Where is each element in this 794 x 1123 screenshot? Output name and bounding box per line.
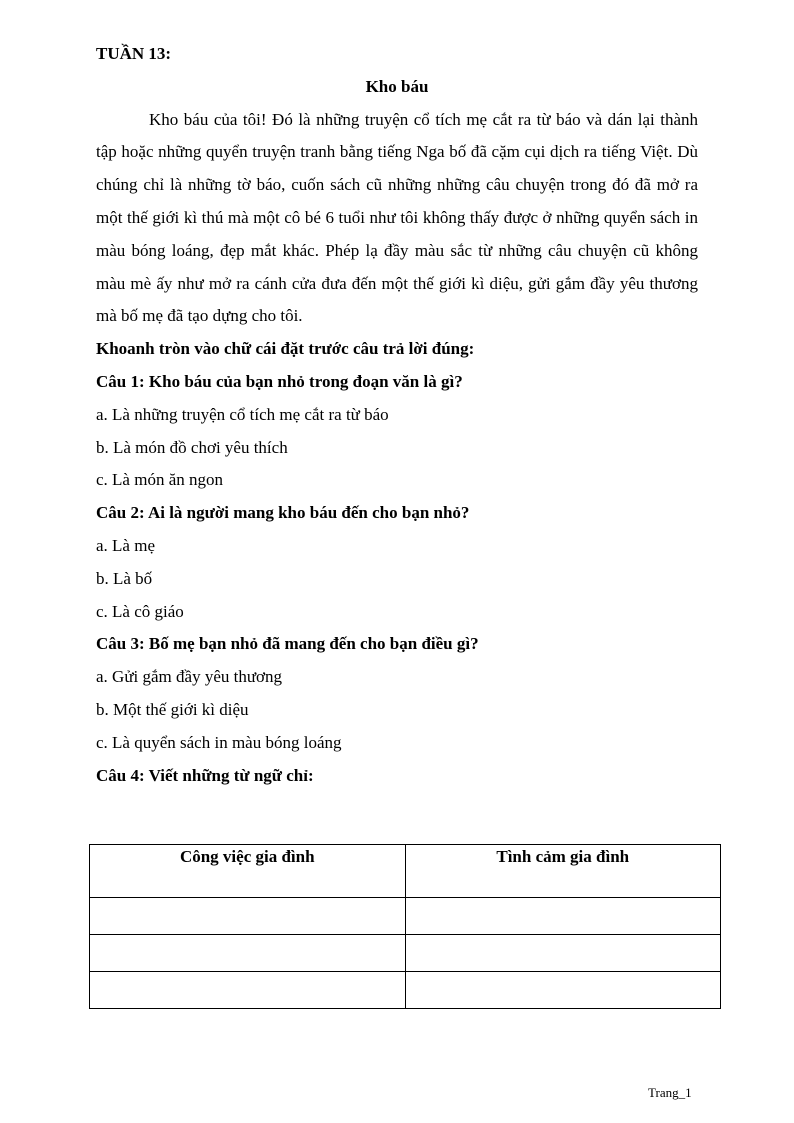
question-1-option-a[interactable]: a. Là những truyện cổ tích mẹ cắt ra từ báo [96, 404, 389, 424]
question-3-option-c[interactable]: c. Là quyển sách in màu bóng loáng [96, 732, 342, 752]
question-3: Câu 3: Bố mẹ bạn nhỏ đã mang đến cho bạn điều gì? [96, 634, 479, 654]
instruction: Khoanh tròn vào chữ cái đặt trước câu trả lời đúng: [96, 339, 475, 359]
column-header-housework: Công việc gia đình [90, 845, 406, 898]
column-header-family-affection: Tình cảm gia đình [405, 845, 721, 898]
question-2-option-a[interactable]: a. Là mẹ [96, 535, 155, 555]
question-1: Câu 1: Kho báu của bạn nhỏ trong đoạn văn là gì? [96, 371, 463, 391]
table-row [90, 898, 721, 935]
table-row [90, 935, 721, 972]
answer-cell[interactable] [90, 972, 406, 1009]
table-row [90, 972, 721, 1009]
answer-cell[interactable] [90, 935, 406, 972]
question-3-option-a[interactable]: a. Gửi gắm đầy yêu thương [96, 667, 283, 687]
story-title: Kho báu [365, 76, 429, 96]
question-3-option-b[interactable]: b. Một thế giới kì diệu [96, 699, 249, 719]
question-2-option-b[interactable]: b. Là bố [96, 568, 153, 588]
question-4: Câu 4: Viết những từ ngữ chỉ: [96, 765, 314, 785]
table-header-row [90, 845, 721, 898]
page-number: Trang_1 [648, 1085, 692, 1100]
question-2: Câu 2: Ai là người mang kho báu đến cho bạn nhỏ? [96, 503, 470, 523]
answer-table [89, 844, 721, 1009]
worksheet [96, 38, 698, 792]
question-1-option-b[interactable]: b. Là món đồ chơi yêu thích [96, 437, 288, 457]
answer-cell[interactable] [405, 972, 721, 1009]
story-paragraph: Kho báu của tôi! Đó là những truyện cổ tích mẹ cắt ra từ báo và dán lại thành tập hoặc những quyển truyện tranh bằng tiếng Nga bố đã cặm cụi dịch ra tiếng Việt. Dù chúng chỉ là những tờ báo, cuốn sách cũ những những câu chuyện trong đó đã mở ra một thế giới kì thú mà một cô bé 6 tuổi như tôi không thấy được ở những quyển sách in màu bóng loáng, đẹp mắt khác. Phép lạ đầy màu sắc từ những câu chuyện cũ không màu mè ấy như mở ra cánh cửa đưa đến một thế giới kì diệu, gửi gắm đầy yêu thương mà bố mẹ đã tạo dựng cho tôi. [96, 109, 698, 326]
week-heading: TUẦN 13: [96, 44, 172, 63]
answer-cell[interactable] [405, 898, 721, 935]
answer-cell[interactable] [90, 898, 406, 935]
question-2-option-c[interactable]: c. Là cô giáo [96, 601, 184, 621]
answer-cell[interactable] [405, 935, 721, 972]
question-1-option-c[interactable]: c. Là món ăn ngon [96, 470, 223, 490]
